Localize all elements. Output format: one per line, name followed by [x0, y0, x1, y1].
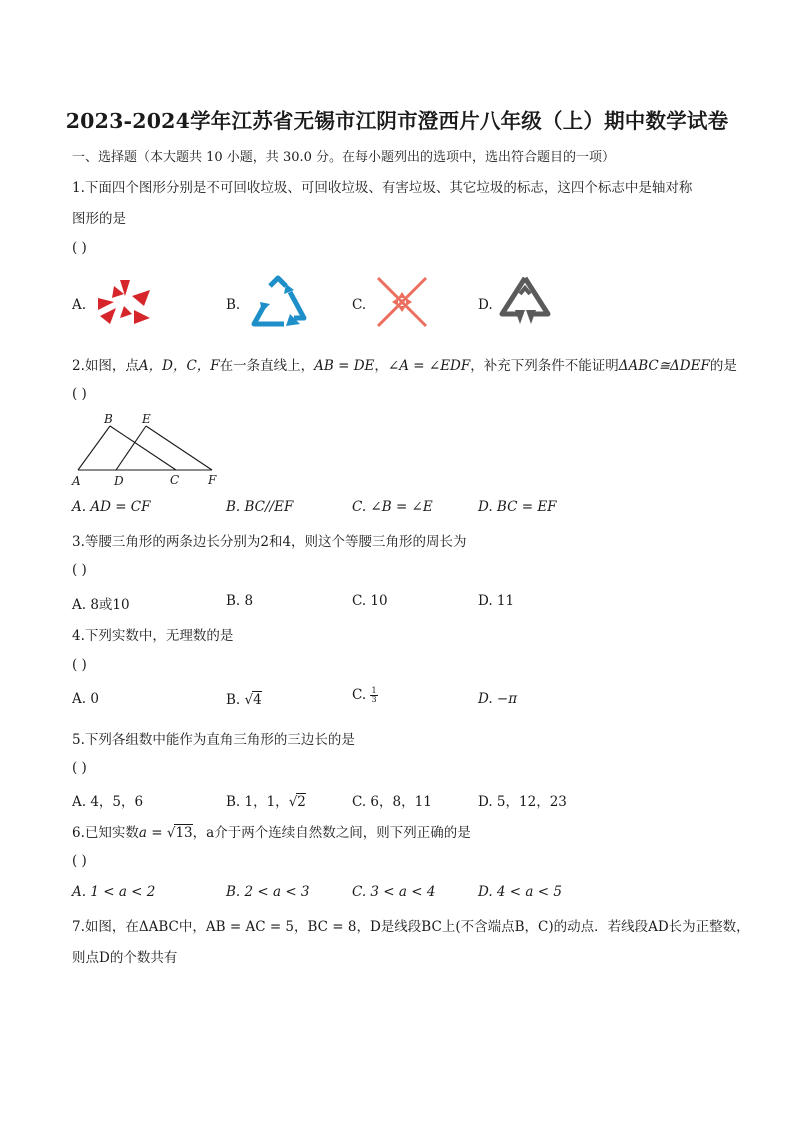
q2-stem-eq2: ∠A = ∠EDF [387, 358, 471, 374]
q1-option-a-label: A. [72, 297, 87, 313]
exam-title: 2023-2024学年江苏省无锡市江阴市澄西片八年级（上）期中数学试卷 [65, 109, 729, 133]
q6-option-a: A. 1 < a < 2 [72, 884, 156, 900]
q2-figure [70, 408, 230, 488]
q6-stem-var: a = [138, 825, 167, 841]
q2-answer-paren: ( ) [72, 386, 87, 402]
q6-option-c: C. 3 < a < 4 [352, 884, 436, 900]
q5-option-b: B. 1，1，√2 [226, 794, 306, 810]
q5-stem: 5.下列各组数中能作为直角三角形的三边长的是 [72, 732, 355, 748]
q5-option-d: D. 5，12，23 [478, 794, 567, 810]
q4-option-a: A. 0 [72, 691, 99, 707]
q2-stem-eq1: AB = DE [314, 358, 375, 374]
q2-stem-points: A，D，C，F [138, 358, 220, 374]
q2-label-d: D [114, 474, 124, 488]
red-recycle-icon [94, 276, 156, 332]
q2-option-b: B. BC//EF [226, 499, 294, 515]
q1-option-d-label: D. [478, 297, 493, 313]
q5-option-c: C. 6，8，11 [352, 794, 432, 810]
q2-segment-ab [78, 426, 110, 470]
q5-option-b-label: B. 1，1， [226, 794, 289, 810]
q4-fraction-numerator: 1 [371, 686, 377, 695]
gray-triangle-arrows-icon [498, 274, 552, 332]
q4-stem: 4.下列实数中，无理数的是 [72, 628, 234, 644]
q2-stem-end: 的是 [709, 358, 737, 374]
q3-option-b: B. 8 [226, 593, 254, 609]
q2-stem-sep: ， [374, 358, 388, 374]
q4-answer-paren: ( ) [72, 657, 87, 673]
q3-answer-paren: ( ) [72, 562, 87, 578]
q2-stem-pre: 2.如图，点 [72, 358, 139, 374]
q1-stem-line1: 1.下面四个图形分别是不可回收垃圾、可回收垃圾、有害垃圾、其它垃圾的标志，这四个标志中是轴对称 [72, 180, 693, 196]
red-hazard-arrows-icon [374, 274, 430, 330]
section-heading: 一、选择题（本大题共 10 小题，共 30.0 分。在每小题列出的选项中，选出符合题目的一项） [72, 150, 616, 165]
q1-option-b-label: B. [226, 297, 241, 313]
q2-label-f: F [208, 473, 217, 487]
q4-option-b: B. √4 [226, 692, 262, 708]
q3-option-d: D. 11 [478, 593, 515, 609]
q6-option-b: B. 2 < a < 3 [226, 884, 310, 900]
q2-option-a: A. AD = CF [72, 499, 151, 515]
q2-segment-ef [146, 426, 212, 470]
q1-stem-line2: 图形的是 [72, 211, 126, 227]
q3-stem: 3.等腰三角形的两条边长分别为2和4，则这个等腰三角形的周长为 [72, 534, 467, 550]
q4-fraction-denominator: 3 [371, 695, 377, 704]
q2-option-d: D. BC = EF [478, 499, 557, 515]
q2-option-c: C. ∠B = ∠E [352, 499, 433, 515]
q5-option-a: A. 4，5，6 [72, 794, 144, 810]
q6-stem-radicand: 13 [175, 825, 193, 841]
q4-option-c-label: C. [352, 687, 371, 703]
q2-stem [72, 354, 737, 374]
q6-stem-pre: 6.已知实数 [72, 825, 139, 841]
q2-stem-mid: 在一条直线上， [219, 358, 315, 374]
q1-answer-paren: ( ) [72, 240, 87, 256]
q6-answer-paren: ( ) [72, 853, 87, 869]
q6-stem: 6.已知实数a = √13，a介于两个连续自然数之间，则下列正确的是 [72, 825, 471, 841]
q2-label-a: A [72, 474, 81, 488]
q7-stem-line1: 7.如图，在ΔABC中，AB = AC = 5，BC = 8，D是线段BC上(不含端点B，C)的动点．若线段AD长为正整数， [72, 919, 750, 935]
q5-answer-paren: ( ) [72, 760, 87, 776]
q3-option-a: A. 8或10 [72, 597, 130, 613]
q4-option-c [352, 687, 378, 704]
q4-option-c-fraction [370, 687, 377, 704]
q4-option-b-label: B. [226, 692, 245, 708]
q2-label-c: C [170, 473, 180, 487]
q6-stem-post: ，a介于两个连续自然数之间，则下列正确的是 [192, 825, 471, 841]
q7-stem-line2: 则点D的个数共有 [72, 950, 178, 966]
q1-option-c-label: C. [352, 297, 367, 313]
q4-option-b-radicand: 4 [253, 692, 262, 708]
q4-option-d: D. −π [478, 691, 518, 707]
q2-label-e: E [142, 412, 151, 426]
q6-option-d: D. 4 < a < 5 [478, 884, 562, 900]
q2-stem-post: ，补充下列条件不能证明 [470, 358, 619, 374]
q3-option-c: C. 10 [352, 593, 388, 609]
q2-stem-congruence: ΔABC≅ΔDEF [618, 358, 710, 374]
q2-label-b: B [104, 412, 113, 426]
q5-option-b-radicand: 2 [297, 794, 306, 810]
blue-recycle-icon [246, 274, 310, 330]
